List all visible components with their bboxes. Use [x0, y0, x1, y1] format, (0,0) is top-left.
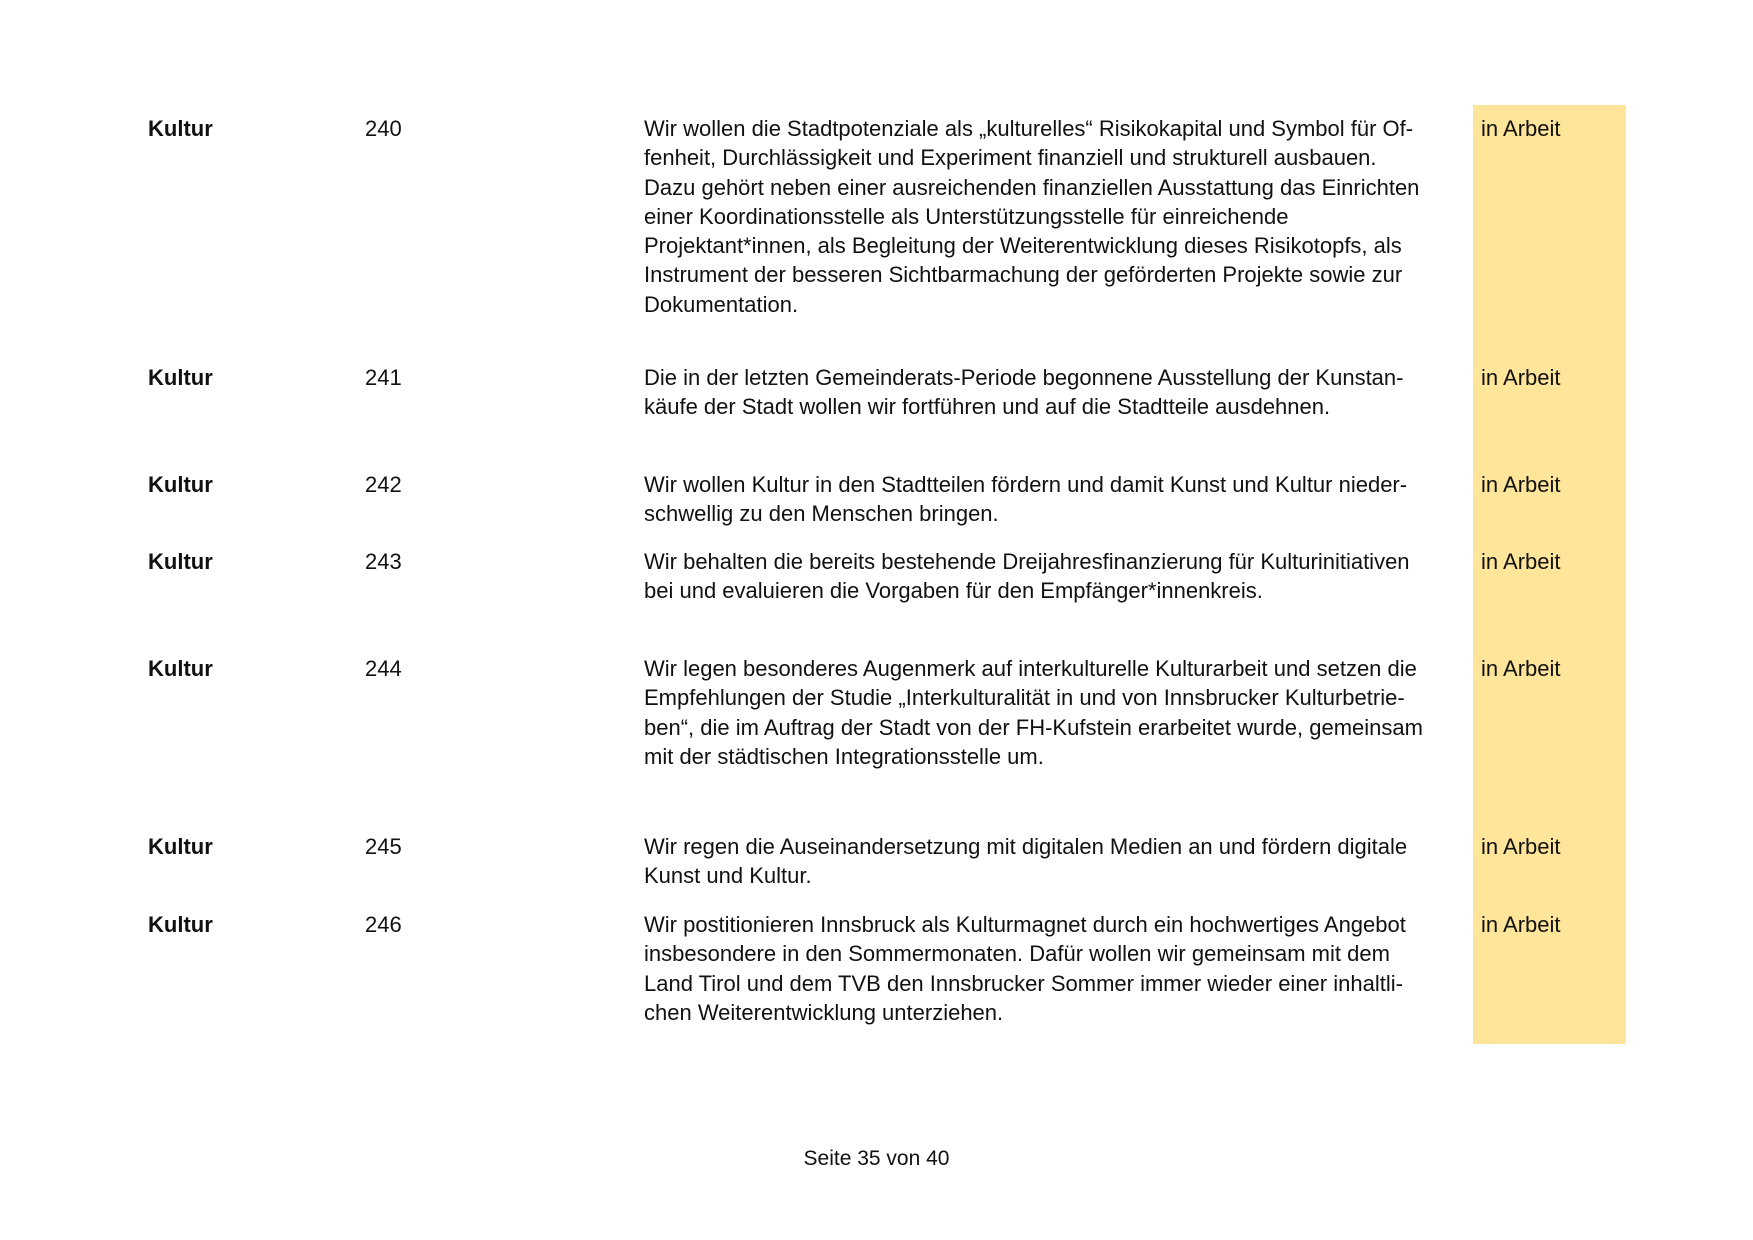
row-text: Wir postitionieren Innsbruck als Kulturmagnet durch ein hochwertiges Angebot insbesondere in den Sommermonaten. Dafür wollen wir gemeinsam mit dem Land Tirol und dem TVB den Innsbrucker Sommer immer wieder einer inhaltli- chen Weiterentwicklung unterziehen. [644, 912, 1406, 1025]
row-category: Kultur [148, 365, 213, 390]
row-text: Wir behalten die bereits bestehende Dreijahresfinanzierung für Kulturinitiativen bei und evaluieren die Vorgaben für den Empfänger*innenkreis. [644, 549, 1410, 604]
row-category: Kultur [148, 656, 213, 681]
row-text: Die in der letzten Gemeinderats-Periode begonnene Ausstellung der Kunstan- käufe der Stadt wollen wir fortführen und auf die Stadtteile ausdehnen. [644, 365, 1404, 420]
row-status: in Arbeit [1481, 365, 1561, 390]
row-text: Wir wollen die Stadtpotenziale als „kulturelles“ Risikokapital und Symbol für Of- fenheit, Durchlässigkeit und Experiment finanziell und strukturell ausbauen. Dazu gehört neben einer ausreichenden finanziellen Ausstattung das Einrichten einer Koordinationsstelle als Unterstützungsstelle für einreichende Projektant*innen, als Begleitung der Weiterentwicklung dieses Risikotopfs, als Instrument der besseren Sichtbarmachung der geförderten Projekte sowie zur Dokumentation. [644, 116, 1420, 317]
row-number: 246 [365, 912, 402, 937]
row-category: Kultur [148, 116, 213, 141]
row-text: Wir regen die Auseinandersetzung mit digitalen Medien an und fördern digitale Kunst und Kultur. [644, 834, 1408, 889]
row-status: in Arbeit [1481, 549, 1561, 574]
row-text: Wir wollen Kultur in den Stadtteilen fördern und damit Kunst und Kultur nieder- schwellig zu den Menschen bringen. [644, 472, 1408, 527]
row-status: in Arbeit [1481, 834, 1561, 859]
row-category: Kultur [148, 472, 213, 497]
row-category: Kultur [148, 912, 213, 937]
row-number: 242 [365, 472, 402, 497]
row-number: 244 [365, 656, 402, 681]
row-number: 241 [365, 365, 402, 390]
row-number: 243 [365, 549, 402, 574]
row-status: in Arbeit [1481, 656, 1561, 681]
row-status: in Arbeit [1481, 912, 1561, 937]
page-number-footer: Seite 35 von 40 [803, 1147, 950, 1170]
row-number: 245 [365, 834, 402, 859]
row-category: Kultur [148, 549, 213, 574]
row-text: Wir legen besonderes Augenmerk auf interkulturelle Kulturarbeit und setzen die Empfehlungen der Studie „Interkulturalität in und von Innsbrucker Kulturbetrie- ben“, die im Auftrag der Stadt von der FH-Kufstein erarbeitet wurde, gemeinsam mit der städtischen Integrationsstelle um. [644, 656, 1423, 769]
row-number: 240 [365, 116, 402, 141]
row-status: in Arbeit [1481, 116, 1561, 141]
row-status: in Arbeit [1481, 472, 1561, 497]
row-category: Kultur [148, 834, 213, 859]
